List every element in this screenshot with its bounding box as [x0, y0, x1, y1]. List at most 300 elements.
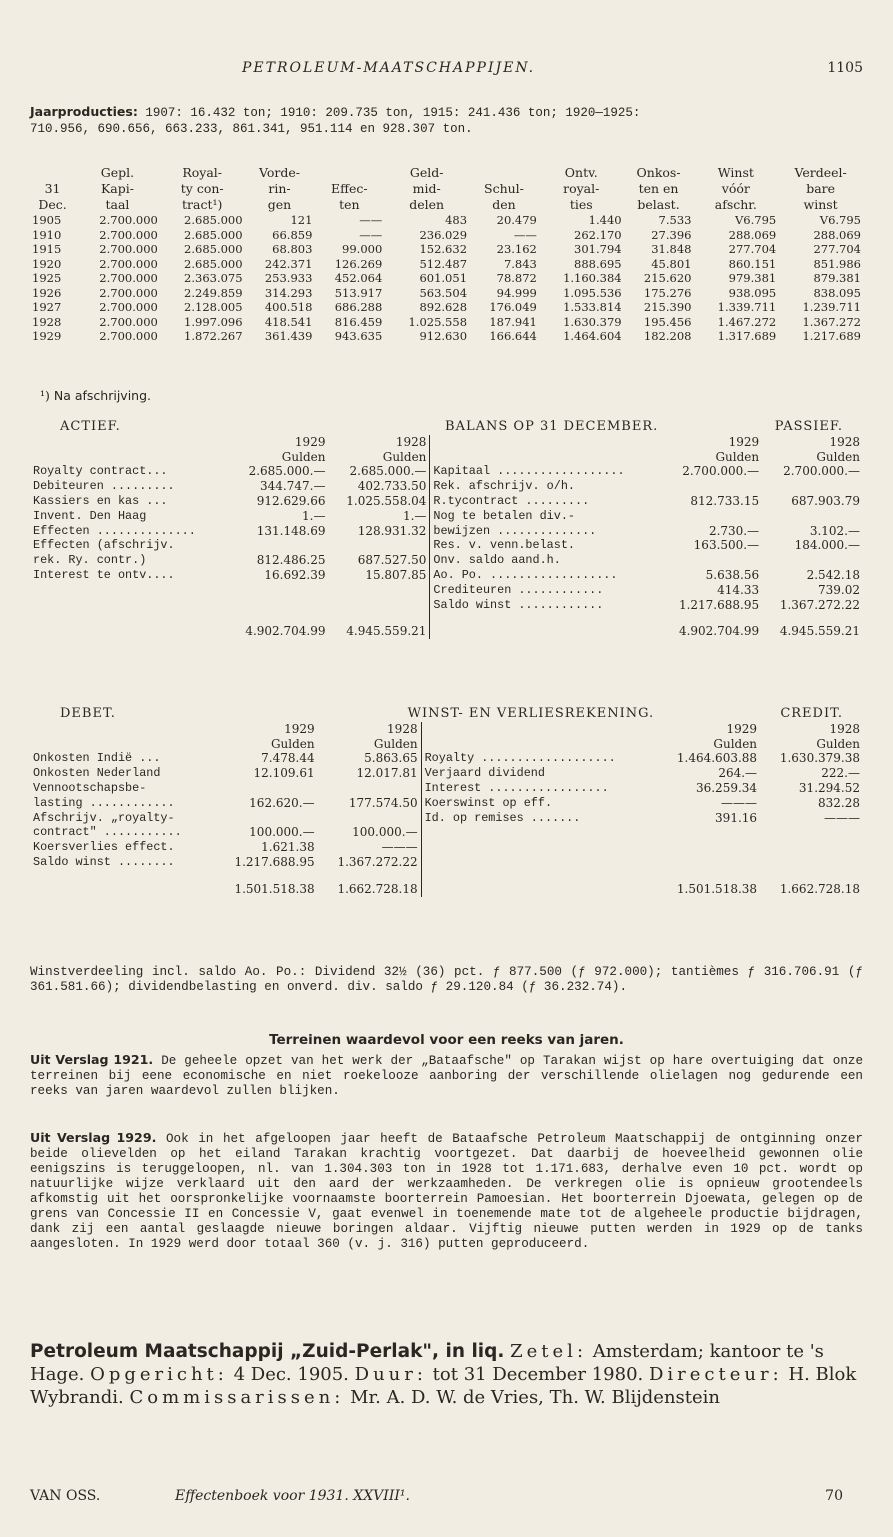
stats-cell: ——	[359, 227, 383, 242]
stats-cell: 2.700.000	[99, 314, 158, 329]
winst-value-cell: 1.621.38	[261, 840, 315, 855]
stats-header-line: ty con-	[180, 181, 224, 196]
winst-value-cell: 1.217.688.95	[234, 854, 315, 869]
stats-header-line: Onkos-	[636, 165, 681, 180]
balans-row	[30, 524, 863, 539]
stats-header-line: ten	[339, 197, 360, 212]
balans-value-cell: 3.102.—	[809, 523, 860, 538]
winst-value-cell	[657, 825, 760, 840]
stats-cell: 1.339.711	[717, 300, 777, 314]
balans-label-cell: rek. Ry. contr.)	[33, 553, 147, 568]
balans-label-cell	[30, 583, 228, 598]
stats-header-line: Winst	[717, 165, 754, 180]
stats-cell: 314.293	[264, 285, 313, 300]
balans-year2-l: 1928	[395, 434, 427, 449]
stats-cell: 126.269	[334, 256, 383, 271]
stats-cell: 121	[290, 213, 313, 227]
winst-value-cell: 5.863.65	[364, 751, 418, 766]
stats-row	[30, 213, 863, 228]
winst-total-1929-r: 1.501.518.38	[676, 881, 758, 896]
balans-row	[30, 568, 863, 583]
stats-cell: 1.217.689	[802, 329, 861, 343]
stats-row	[30, 329, 863, 344]
winst-label-cell	[421, 840, 657, 855]
stats-cell: 879.381	[813, 271, 861, 285]
balans-value-cell: 812.486.25	[256, 553, 326, 568]
stats-cell: 215.390	[643, 300, 692, 314]
stats-header-line: royal-	[563, 181, 600, 196]
footnote-text: Na afschrijving.	[53, 388, 152, 403]
balans-value-cell: 687.903.79	[791, 493, 860, 508]
stats-cell: 601.051	[419, 271, 468, 285]
stats-cell: 1.367.272	[802, 314, 861, 329]
balans-row	[30, 509, 863, 524]
stats-header-line: gen	[267, 197, 292, 212]
stats-cell: 1.025.558	[408, 314, 468, 329]
stats-cell: 94.999	[496, 285, 537, 300]
stats-table	[30, 165, 863, 344]
balans-title-row	[30, 420, 863, 435]
winst-label-cell: Onkosten Nederland	[33, 766, 161, 781]
stats-cell: 452.064	[334, 271, 383, 285]
stats-cell: 215.620	[643, 271, 692, 285]
stats-cell: 1.160.384	[563, 271, 622, 285]
page-number: 1105	[827, 60, 863, 76]
winst-year1-r: 1929	[726, 721, 758, 736]
stats-cell: 979.381	[728, 271, 777, 285]
balans-total-1929-r: 4.902.704.99	[678, 624, 760, 639]
stats-cell: 277.704	[728, 242, 777, 256]
stats-header-line: Schul-	[484, 181, 524, 196]
opgericht-label: Opgericht:	[90, 1364, 228, 1385]
balans-cur1-r: Gulden	[715, 449, 760, 464]
balans-body	[30, 464, 863, 612]
winst-label-cell: Id. op remises .......	[421, 811, 657, 826]
winst-row	[30, 796, 863, 811]
stats-cell: 301.794	[574, 242, 622, 256]
stats-cell: 66.859	[272, 227, 313, 242]
balans-year1-r: 1929	[728, 434, 760, 449]
winst-value-cell	[215, 781, 318, 796]
balans-label-cell: R.tycontract .........	[430, 494, 661, 509]
balans-label-cell: Effecten (afschrijv.	[33, 538, 175, 553]
winst-body	[30, 751, 863, 869]
stats-cell: 2.685.000	[184, 227, 243, 242]
stats-cell: 912.630	[419, 329, 468, 343]
balans-label-cell: bewijzen ..............	[430, 524, 661, 539]
verslag-1929	[30, 1130, 863, 1252]
stats-header-line: winst	[803, 197, 838, 212]
stats-header-cell	[75, 165, 160, 213]
winst-table	[30, 707, 863, 897]
stats-header-line: den	[492, 197, 516, 212]
balans-currency-row	[30, 450, 863, 465]
stats-cell: 943.635	[334, 329, 383, 343]
winst-label-cell: Koersverlies effect.	[33, 840, 175, 855]
verslag-1929-label: Uit Verslag 1929.	[30, 1130, 157, 1145]
winst-value-cell: 222.—	[821, 766, 860, 781]
balans-value-cell	[228, 598, 329, 613]
stats-cell: 2.363.075	[184, 271, 243, 285]
winst-label-cell: Royalty ...................	[421, 751, 657, 766]
balans-label-cell: Kapitaal ..................	[430, 464, 661, 479]
stats-cell: 242.371	[264, 256, 313, 271]
stats-header-line: Effec-	[331, 181, 368, 196]
stats-cell: 1915	[32, 242, 62, 256]
stats-cell: 938.095	[728, 285, 777, 300]
winst-value-cell: 100.000.—	[352, 825, 418, 840]
balans-value-cell: 912.629.66	[256, 493, 326, 508]
balans-value-cell: 1.—	[402, 508, 427, 523]
winst-title-row	[30, 707, 863, 722]
winst-label-cell: contract" ...........	[33, 825, 182, 840]
stats-cell: 262.170	[574, 227, 622, 242]
stats-cell: 1.630.379	[563, 314, 622, 329]
balans-value-cell: 163.500.—	[693, 538, 760, 553]
running-header	[30, 60, 863, 80]
stats-cell: 187.941	[489, 314, 537, 329]
stats-cell: 99.000	[342, 242, 383, 256]
stats-cell: 851.986	[813, 256, 861, 271]
stats-cell: 2.700.000	[99, 227, 158, 242]
balans-value-cell: 2.685.000.—	[248, 464, 326, 479]
balans-label-cell: Nog te betalen div.-	[430, 509, 661, 524]
stats-header-cell	[778, 165, 863, 213]
winst-total-1929-l: 1.501.518.38	[234, 881, 315, 896]
stats-cell: 2.700.000	[99, 242, 158, 256]
winst-row	[30, 766, 863, 781]
balans-label-cell: Debiteuren .........	[33, 479, 175, 494]
balans-label-cell: Rek. afschrijv. o/h.	[430, 479, 661, 494]
balans-value-cell	[762, 509, 863, 524]
winst-row	[30, 825, 863, 840]
winst-value-cell: 12.109.61	[253, 766, 315, 781]
winst-cur1-l: Gulden	[270, 736, 315, 751]
winst-value-cell	[760, 855, 863, 870]
winst-value-cell: 7.478.44	[261, 751, 315, 766]
balans-value-cell: 2.685.000.—	[349, 464, 427, 479]
stats-header-line: tract¹)	[182, 197, 223, 212]
stats-header-line: Ontv.	[564, 165, 598, 180]
winst-row	[30, 811, 863, 826]
stats-cell: 892.628	[419, 300, 468, 314]
stats-cell: 2.685.000	[184, 213, 243, 227]
stats-cell: 1910	[32, 227, 62, 242]
winst-cur2-r: Gulden	[816, 736, 860, 751]
winst-value-cell	[318, 781, 421, 796]
stats-row	[30, 257, 863, 272]
stats-header-line: rin-	[268, 181, 291, 196]
balans-value-cell: 687.527.50	[357, 553, 427, 568]
stats-header-line: mid-	[412, 181, 441, 196]
stats-cell: 1928	[32, 314, 62, 329]
winst-label-cell	[421, 855, 657, 870]
balans-row	[30, 553, 863, 568]
balans-row	[30, 583, 863, 598]
footer-center: Effectenboek voor 1931. XXVIII¹.	[175, 1488, 410, 1504]
stats-cell: V6.795	[819, 213, 861, 227]
winst-label-cell: Interest .................	[421, 781, 657, 796]
balans-value-cell	[762, 553, 863, 568]
balans-year-row	[30, 435, 863, 450]
winst-year1-l: 1929	[284, 721, 315, 736]
stats-header-cell	[624, 165, 694, 213]
balans-value-cell: 2.542.18	[806, 567, 860, 582]
winst-value-cell: 36.259.34	[695, 780, 758, 795]
balans-value-cell: 184.000.—	[794, 538, 860, 553]
stats-cell: 2.700.000	[99, 271, 158, 285]
winst-label-cell: Saldo winst ........	[33, 854, 175, 869]
stats-header-line: vóór	[721, 181, 750, 196]
stats-cell: 45.801	[651, 256, 692, 271]
balans-row	[30, 538, 863, 553]
stats-cell: 2.700.000	[99, 329, 158, 343]
stats-cell: 1927	[32, 300, 62, 314]
header-title: PETROLEUM-MAATSCHAPPIJEN.	[242, 60, 536, 76]
winst-value-cell	[215, 811, 318, 826]
stats-header-cell	[160, 165, 245, 213]
winst-total-1928-r: 1.662.728.18	[779, 881, 860, 896]
stats-cell: 7.843	[503, 256, 537, 271]
stats-header-line: ties	[569, 197, 593, 212]
stats-cell: 2.685.000	[184, 242, 243, 256]
balans-table	[30, 420, 863, 639]
balans-value-cell: 2.730.—	[708, 523, 760, 538]
stats-cell: 176.049	[489, 300, 537, 314]
winst-row	[30, 751, 863, 766]
balans-value-cell	[762, 479, 863, 494]
stats-cell: 816.459	[334, 314, 383, 329]
footnote	[40, 388, 151, 403]
winst-label-cell: Verjaard dividend	[421, 766, 657, 781]
duur-label: Duur:	[354, 1364, 427, 1385]
balans-value-cell	[228, 583, 329, 598]
winst-value-cell: 832.28	[818, 795, 860, 810]
winst-value-cell: 12.017.81	[356, 766, 418, 781]
footer-page: 70	[825, 1488, 843, 1504]
stats-header-line: 31	[44, 181, 61, 196]
footer-left: VAN OSS.	[30, 1488, 101, 1504]
stats-header-line: afschr.	[714, 197, 757, 212]
stats-header-line: Dec.	[38, 197, 67, 212]
balans-right-title: PASSIEF.	[774, 419, 843, 434]
winst-value-cell: ———	[721, 795, 758, 810]
stats-cell: 1925	[32, 271, 62, 285]
balans-label-cell: Res. v. venn.belast.	[430, 538, 661, 553]
stats-cell: 418.541	[264, 314, 313, 329]
balans-value-cell: 739.02	[818, 582, 860, 597]
stats-cell: 1.997.096	[184, 314, 243, 329]
stats-row	[30, 242, 863, 257]
stats-cell: 483	[445, 213, 468, 227]
winst-year2-l: 1928	[387, 721, 418, 736]
jaarproducties	[30, 104, 863, 137]
stats-cell: V6.795	[734, 213, 777, 227]
stats-cell: 1929	[32, 329, 62, 343]
company-entry	[30, 1340, 863, 1409]
winst-value-cell: 1.367.272.22	[337, 854, 418, 869]
stats-cell: 563.504	[419, 285, 468, 300]
stats-cell: 7.533	[658, 213, 692, 227]
verslag-1921	[30, 1052, 863, 1099]
stats-body	[30, 213, 863, 344]
winst-total-1928-l: 1.662.728.18	[337, 881, 418, 896]
directeur-value: H. Blok Wybrandi.	[30, 1364, 857, 1408]
stats-row	[30, 300, 863, 315]
balans-row	[30, 479, 863, 494]
stats-header-cell	[539, 165, 624, 213]
stats-cell: 2.700.000	[99, 213, 158, 227]
balans-value-cell: 402.733.50	[357, 479, 427, 494]
balans-value-cell: 812.733.15	[690, 493, 760, 508]
stats-cell: 361.439	[264, 329, 313, 343]
stats-cell: 838.095	[813, 285, 861, 300]
winst-row	[30, 781, 863, 796]
commissarissen-value: Mr. A. D. W. de Vries, Th. W. Blijdenstein	[350, 1387, 721, 1408]
stats-cell: 1.467.272	[717, 314, 777, 329]
winst-year2-r: 1928	[829, 721, 860, 736]
stats-cell: 1.317.689	[717, 329, 777, 343]
stats-cell: 1.440	[588, 213, 622, 227]
winst-value-cell: 162.620.—	[249, 795, 315, 810]
stats-header-line: Royal-	[182, 165, 223, 180]
balans-row	[30, 494, 863, 509]
winst-value-cell	[760, 840, 863, 855]
balans-value-cell	[661, 553, 762, 568]
verslag-1929-text: Ook in het afgeloopen jaar heeft de Bataafsche Petroleum Maatschappij de ontginning onzer beide olievelden op het eiland Tarakan krachtig voortgezet. Dat daarbij de hoeveelheid gewonnen olie eenigszins is teruggeloopen, nl. van 1.304.303 ton in 1928 tot 1.171.683, derhalve even 10 pct. wordt op natuurlijke wijze verklaard uit den aard der werkzaamheden. De verkregen olie is opnieuw grootendeels afkomstig uit het oorspronkelijke voornaamste boorterrein Pamoesian. Het boorterrein Djoewata, gelegen op de grens van Concessie II en Concessie V, gaat evenwel in toenemende mate tot de algeheele productie bijdragen, dank zij een aantal geslaagde nieuwe boringen aldaar. Vijftig nieuwe putten werden in 1929 op de tanks aangesloten. In 1929 werd door totaal 360 (v. j. 316) putten geproduceerd.	[30, 1132, 863, 1251]
stats-cell: 1.872.267	[184, 329, 243, 343]
balans-value-cell	[328, 583, 429, 598]
stats-row	[30, 228, 863, 243]
stats-cell: 20.479	[496, 213, 537, 227]
balans-value-cell: 1.217.688.95	[678, 597, 760, 612]
balans-label-cell: Invent. Den Haag	[33, 508, 147, 523]
stats-cell: 888.695	[574, 256, 622, 271]
stats-cell: 2.700.000	[99, 285, 158, 300]
balans-value-cell: 16.692.39	[264, 567, 326, 582]
balans-totals-row	[30, 612, 863, 639]
stats-cell: 31.848	[651, 242, 692, 256]
stats-cell: 1905	[32, 213, 62, 227]
balans-value-cell: 1.367.272.22	[779, 597, 860, 612]
stats-cell: 152.632	[419, 242, 468, 256]
stats-cell: 1.095.536	[563, 285, 622, 300]
winst-label-cell: lasting ............	[33, 795, 175, 810]
stats-cell: 2.685.000	[184, 256, 243, 271]
stats-header-line: taal	[105, 197, 130, 212]
balans-total-1928-l: 4.945.559.21	[346, 624, 427, 639]
winst-label-cell: Koerswinst op eff.	[421, 796, 657, 811]
winst-value-cell	[318, 811, 421, 826]
balans-value-cell	[661, 509, 762, 524]
winst-right-title: CREDIT.	[780, 706, 843, 721]
winst-value-cell: 177.574.50	[348, 795, 418, 810]
balans-total-1929-l: 4.902.704.99	[245, 624, 326, 639]
balans-label-cell: Interest te ontv....	[33, 567, 175, 582]
stats-header-cell	[314, 165, 384, 213]
balans-year2-r: 1928	[829, 434, 860, 449]
balans-total-1928-r: 4.945.559.21	[779, 624, 860, 639]
stats-header-line: belast.	[637, 197, 680, 212]
winst-label-cell	[421, 825, 657, 840]
stats-cell: 513.917	[334, 285, 383, 300]
winst-label-cell: Afschrijv. „royalty-	[33, 810, 175, 825]
balans-label-cell: Crediteuren ............	[430, 583, 661, 598]
balans-value-cell	[228, 538, 329, 553]
stats-row	[30, 271, 863, 286]
jaarproducties-label: Jaarproducties:	[30, 104, 138, 119]
stats-cell: 1926	[32, 285, 62, 300]
stats-cell: 182.208	[643, 329, 692, 343]
stats-cell: 2.249.859	[184, 285, 243, 300]
stats-cell: 1.239.711	[802, 300, 861, 314]
winstverdeeling: Winstverdeeling incl. saldo Ao. Po.: Dividend 32½ (36) pct. ƒ 877.500 (ƒ 972.000); tantièmes ƒ 316.706.91 (ƒ 361.581.66); dividendbelasting en onverd. div. saldo ƒ 29.120.84 (ƒ 36.232.74).	[30, 965, 863, 994]
stats-header-line: ten en	[638, 181, 679, 196]
stats-cell: 23.162	[496, 242, 537, 256]
stats-header-cell	[693, 165, 778, 213]
stats-cell: 1920	[32, 256, 62, 271]
stats-cell: 195.456	[643, 314, 692, 329]
commissarissen-label: Commissarissen:	[129, 1387, 345, 1408]
stats-cell: 2.700.000	[99, 300, 158, 314]
balans-value-cell: 2.700.000.—	[783, 464, 860, 479]
stats-header-line: Kapi-	[100, 181, 134, 196]
stats-header-cell	[30, 165, 75, 213]
balans-center-title: BALANS OP 31 DECEMBER.	[445, 419, 659, 434]
balans-cur2-r: Gulden	[816, 449, 860, 464]
winst-cur2-l: Gulden	[373, 736, 418, 751]
winst-value-cell: 31.294.52	[798, 780, 860, 795]
winst-value-cell: 1.464.603.88	[676, 751, 758, 766]
directeur-label: Directeur:	[648, 1364, 783, 1385]
zetel-label: Zetel:	[510, 1341, 588, 1362]
winst-cur1-r: Gulden	[713, 736, 758, 751]
stats-cell: 27.396	[651, 227, 692, 242]
winst-value-cell: 1.630.379.38	[779, 751, 860, 766]
winst-value-cell: ———	[824, 810, 860, 825]
balans-value-cell: 128.931.32	[357, 523, 427, 538]
winst-totals-row	[30, 870, 863, 897]
winst-value-cell	[657, 855, 760, 870]
winst-year-row	[30, 722, 863, 737]
balans-row	[30, 598, 863, 613]
stats-cell: 512.487	[419, 256, 468, 271]
stats-cell: 2.700.000	[99, 256, 158, 271]
stats-cell: 166.644	[489, 329, 537, 343]
balans-label-cell: Kassiers en kas ...	[33, 493, 168, 508]
balans-value-cell	[661, 479, 762, 494]
stats-header-line: Vorde-	[258, 165, 300, 180]
winst-center-title: WINST- EN VERLIESREKENING.	[407, 706, 655, 721]
verslag-1921-text: De geheele opzet van het werk der „Bataafsche" op Tarakan wijst op hare overtuiging dat onze terreinen bij eene economische en niet roekelooze aanboring der verschillende olielagen nog gedurende een reeks van jaren waardevol zullen blijken.	[30, 1054, 863, 1098]
balans-value-cell	[328, 598, 429, 613]
balans-label-cell	[30, 598, 228, 613]
zetel-value: Amsterdam; kantoor te 's Hage.	[30, 1341, 824, 1385]
stats-header-cell	[469, 165, 539, 213]
balans-year1-l: 1929	[294, 434, 326, 449]
opgericht-value: 4 Dec. 1905.	[233, 1364, 349, 1385]
balans-value-cell: 414.33	[717, 582, 760, 597]
verslag-1921-label: Uit Verslag 1921.	[30, 1052, 154, 1067]
winst-label-cell: Vennootschapsbe-	[33, 780, 147, 795]
winst-value-cell: ———	[381, 840, 418, 855]
balans-row	[30, 464, 863, 479]
winst-value-cell	[657, 840, 760, 855]
winst-value-cell: 100.000.—	[249, 825, 315, 840]
company-name: Petroleum Maatschappij „Zuid-Perlak", in liq.	[30, 1341, 505, 1362]
stats-header-line: Verdeel-	[794, 165, 847, 180]
balans-label-cell: Royalty contract...	[33, 464, 168, 479]
